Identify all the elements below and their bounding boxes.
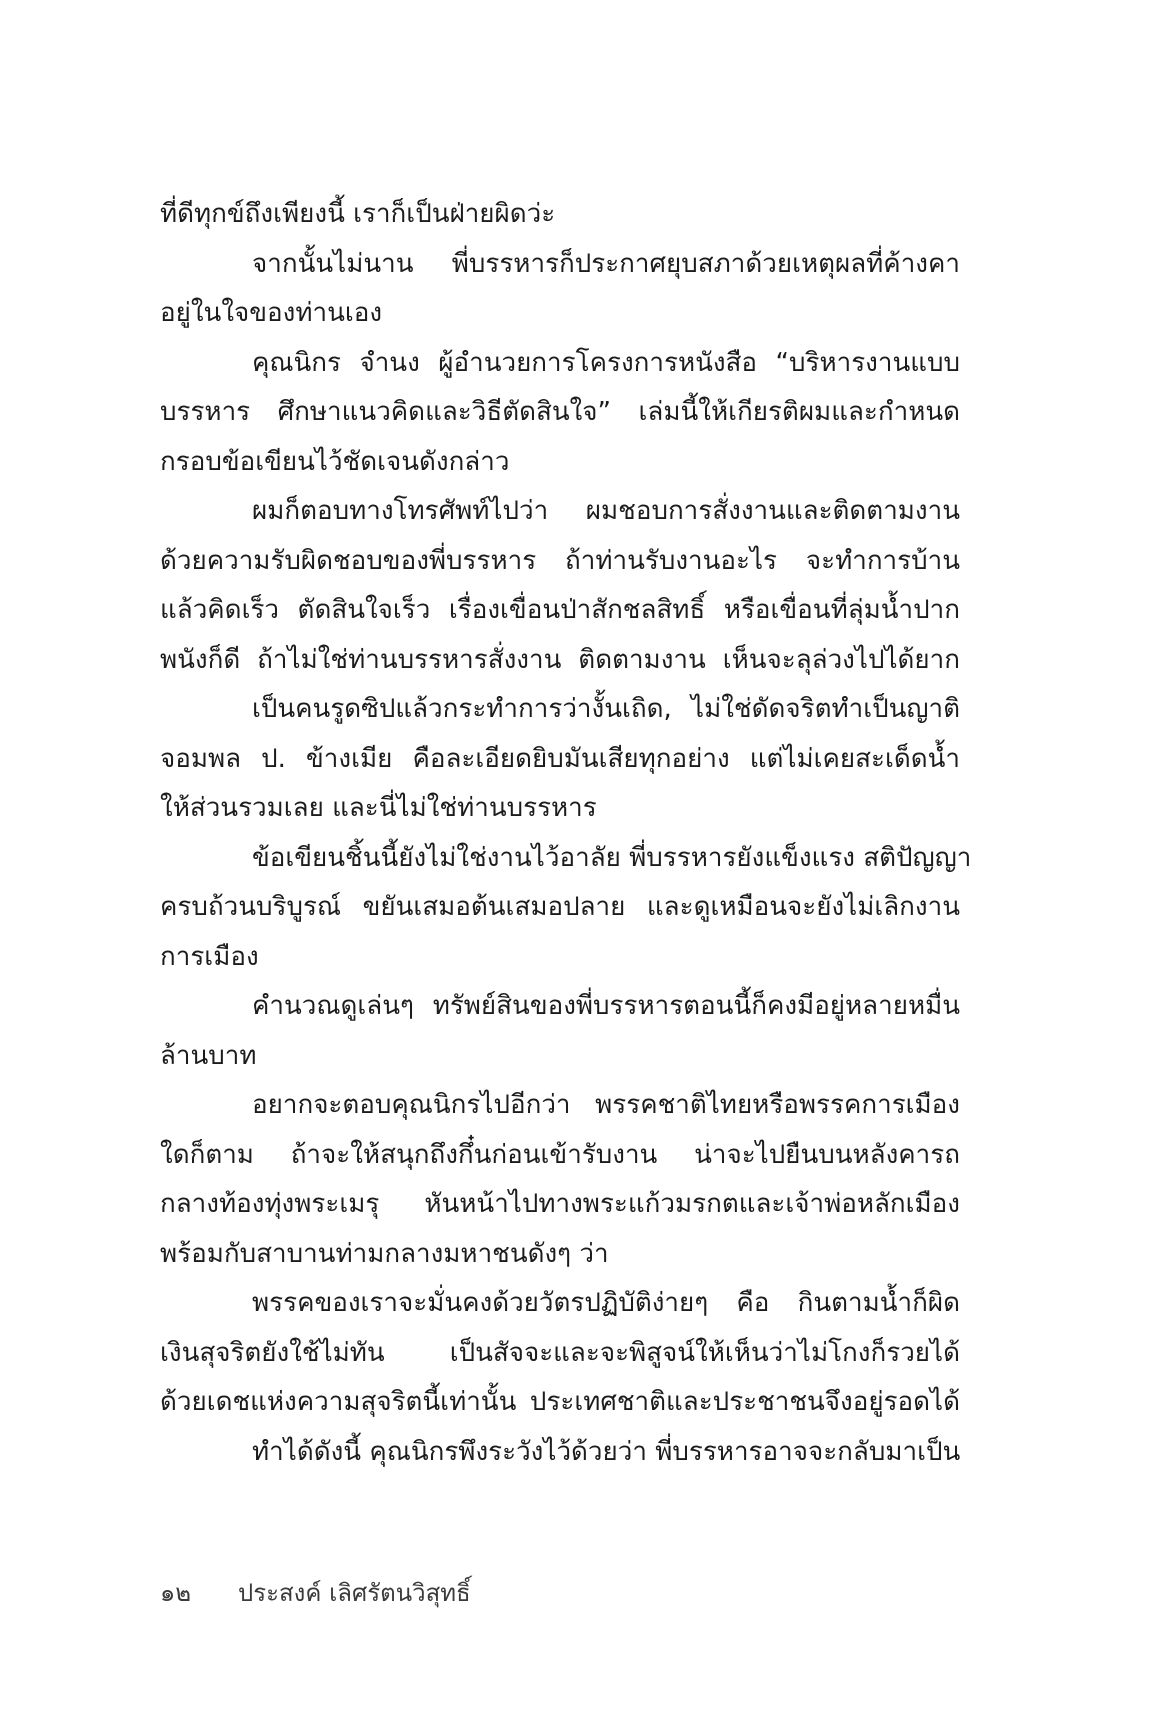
text-line: อยากจะตอบคุณนิกรไปอีกว่า พรรคชาติไทยหรือพรรคการเมือง — [252, 1090, 960, 1120]
text-line: กลางท้องทุ่งพระเมรุ หันหน้าไปทางพระแก้วมรกตและเจ้าพ่อหลักเมือง — [160, 1189, 960, 1219]
page-number: ๑๒ — [160, 1579, 192, 1607]
text-line: ให้ส่วนรวมเลย และนี่ไม่ใช่ท่านบรรหาร — [160, 793, 597, 823]
text-line: คุณนิกร จำนง ผู้อำนวยการโครงการหนังสือ “บริหารงานแบบ — [252, 347, 960, 378]
text-line: พนังก็ดี ถ้าไม่ใช่ท่านบรรหารสั่งงาน ติดตามงาน เห็นจะลุล่วงไปได้ยาก — [160, 644, 960, 675]
text-line: บรรหาร ศึกษาแนวคิดและวิธีตัดสินใจ” เล่มนี้ให้เกียรติผมและกำหนด — [160, 397, 960, 427]
body-text — [160, 190, 972, 1477]
text-line: จอมพล ป. ข้างเมีย คือละเอียดยิบมันเสียทุกอย่าง แต่ไม่เคยสะเด็ดน้ำ — [160, 743, 960, 774]
text-line: ด้วยความรับผิดชอบของพี่บรรหาร ถ้าท่านรับงานอะไร จะทำการบ้าน — [160, 545, 960, 576]
text-line: ครบถ้วนบริบูรณ์ ขยันเสมอต้นเสมอปลาย และดูเหมือนจะยังไม่เลิกงาน — [160, 892, 960, 922]
text-line: ที่ดีทุกข์ถึงเพียงนี้ เราก็เป็นฝ่ายผิดว่ะ — [160, 199, 556, 229]
text-line: เงินสุจริตยังใช้ไม่ทัน เป็นสัจจะและจะพิสูจน์ให้เห็นว่าไม่โกงก็รวยได้ — [160, 1337, 960, 1368]
text-line: ทำได้ดังนี้ คุณนิกรพึงระวังไว้ด้วยว่า พี่บรรหารอาจจะกลับมาเป็น — [252, 1436, 961, 1467]
author-name: ประสงค์ เลิศรัตนวิสุทธิ์ — [238, 1579, 471, 1607]
text-line: การเมือง — [160, 941, 259, 972]
text-line: กรอบข้อเขียนไว้ชัดเจนดังกล่าว — [160, 446, 510, 477]
text-line: ผมก็ตอบทางโทรศัพท์ไปว่า ผมชอบการสั่งงานและติดตามงาน — [252, 496, 960, 526]
text-line: ข้อเขียนชิ้นนี้ยังไม่ใช่งานไว้อาลัย พี่บรรหารยังแข็งแรง สติปัญญา — [252, 842, 972, 873]
page-footer — [160, 1575, 471, 1611]
text-line: พร้อมกับสาบานท่ามกลางมหาชนดังๆ ว่า — [160, 1238, 609, 1269]
text-line: ด้วยเดชแห่งความสุจริตนี้เท่านั้น ประเทศชาติและประชาชนจึงอยู่รอดได้ — [160, 1387, 960, 1417]
text-line: เป็นคนรูดซิปแล้วกระทำการว่างั้นเถิด, ไม่ใช่ดัดจริตทำเป็นญาติ — [252, 694, 960, 724]
text-line: อยู่ในใจของท่านเอง — [160, 298, 383, 328]
text-line: จากนั้นไม่นาน พี่บรรหารก็ประกาศยุบสภาด้วยเหตุผลที่ค้างคา — [252, 248, 960, 279]
text-line: ใดก็ตาม ถ้าจะให้สนุกถึงกึ๋นก่อนเข้ารับงาน น่าจะไปยืนบนหลังคารถ — [160, 1139, 960, 1170]
text-line: แล้วคิดเร็ว ตัดสินใจเร็ว เรื่องเขื่อนป่าสักชลสิทธิ์ หรือเขื่อนที่ลุ่มน้ำปาก — [160, 595, 960, 625]
text-line: คำนวณดูเล่นๆ ทรัพย์สินของพี่บรรหารตอนนี้ก็คงมีอยู่หลายหมื่น — [252, 991, 960, 1021]
text-line: ล้านบาท — [160, 1040, 257, 1071]
text-line: พรรคของเราจะมั่นคงด้วยวัตรปฏิบัติง่ายๆ คือ กินตามน้ำก็ผิด — [252, 1288, 960, 1318]
